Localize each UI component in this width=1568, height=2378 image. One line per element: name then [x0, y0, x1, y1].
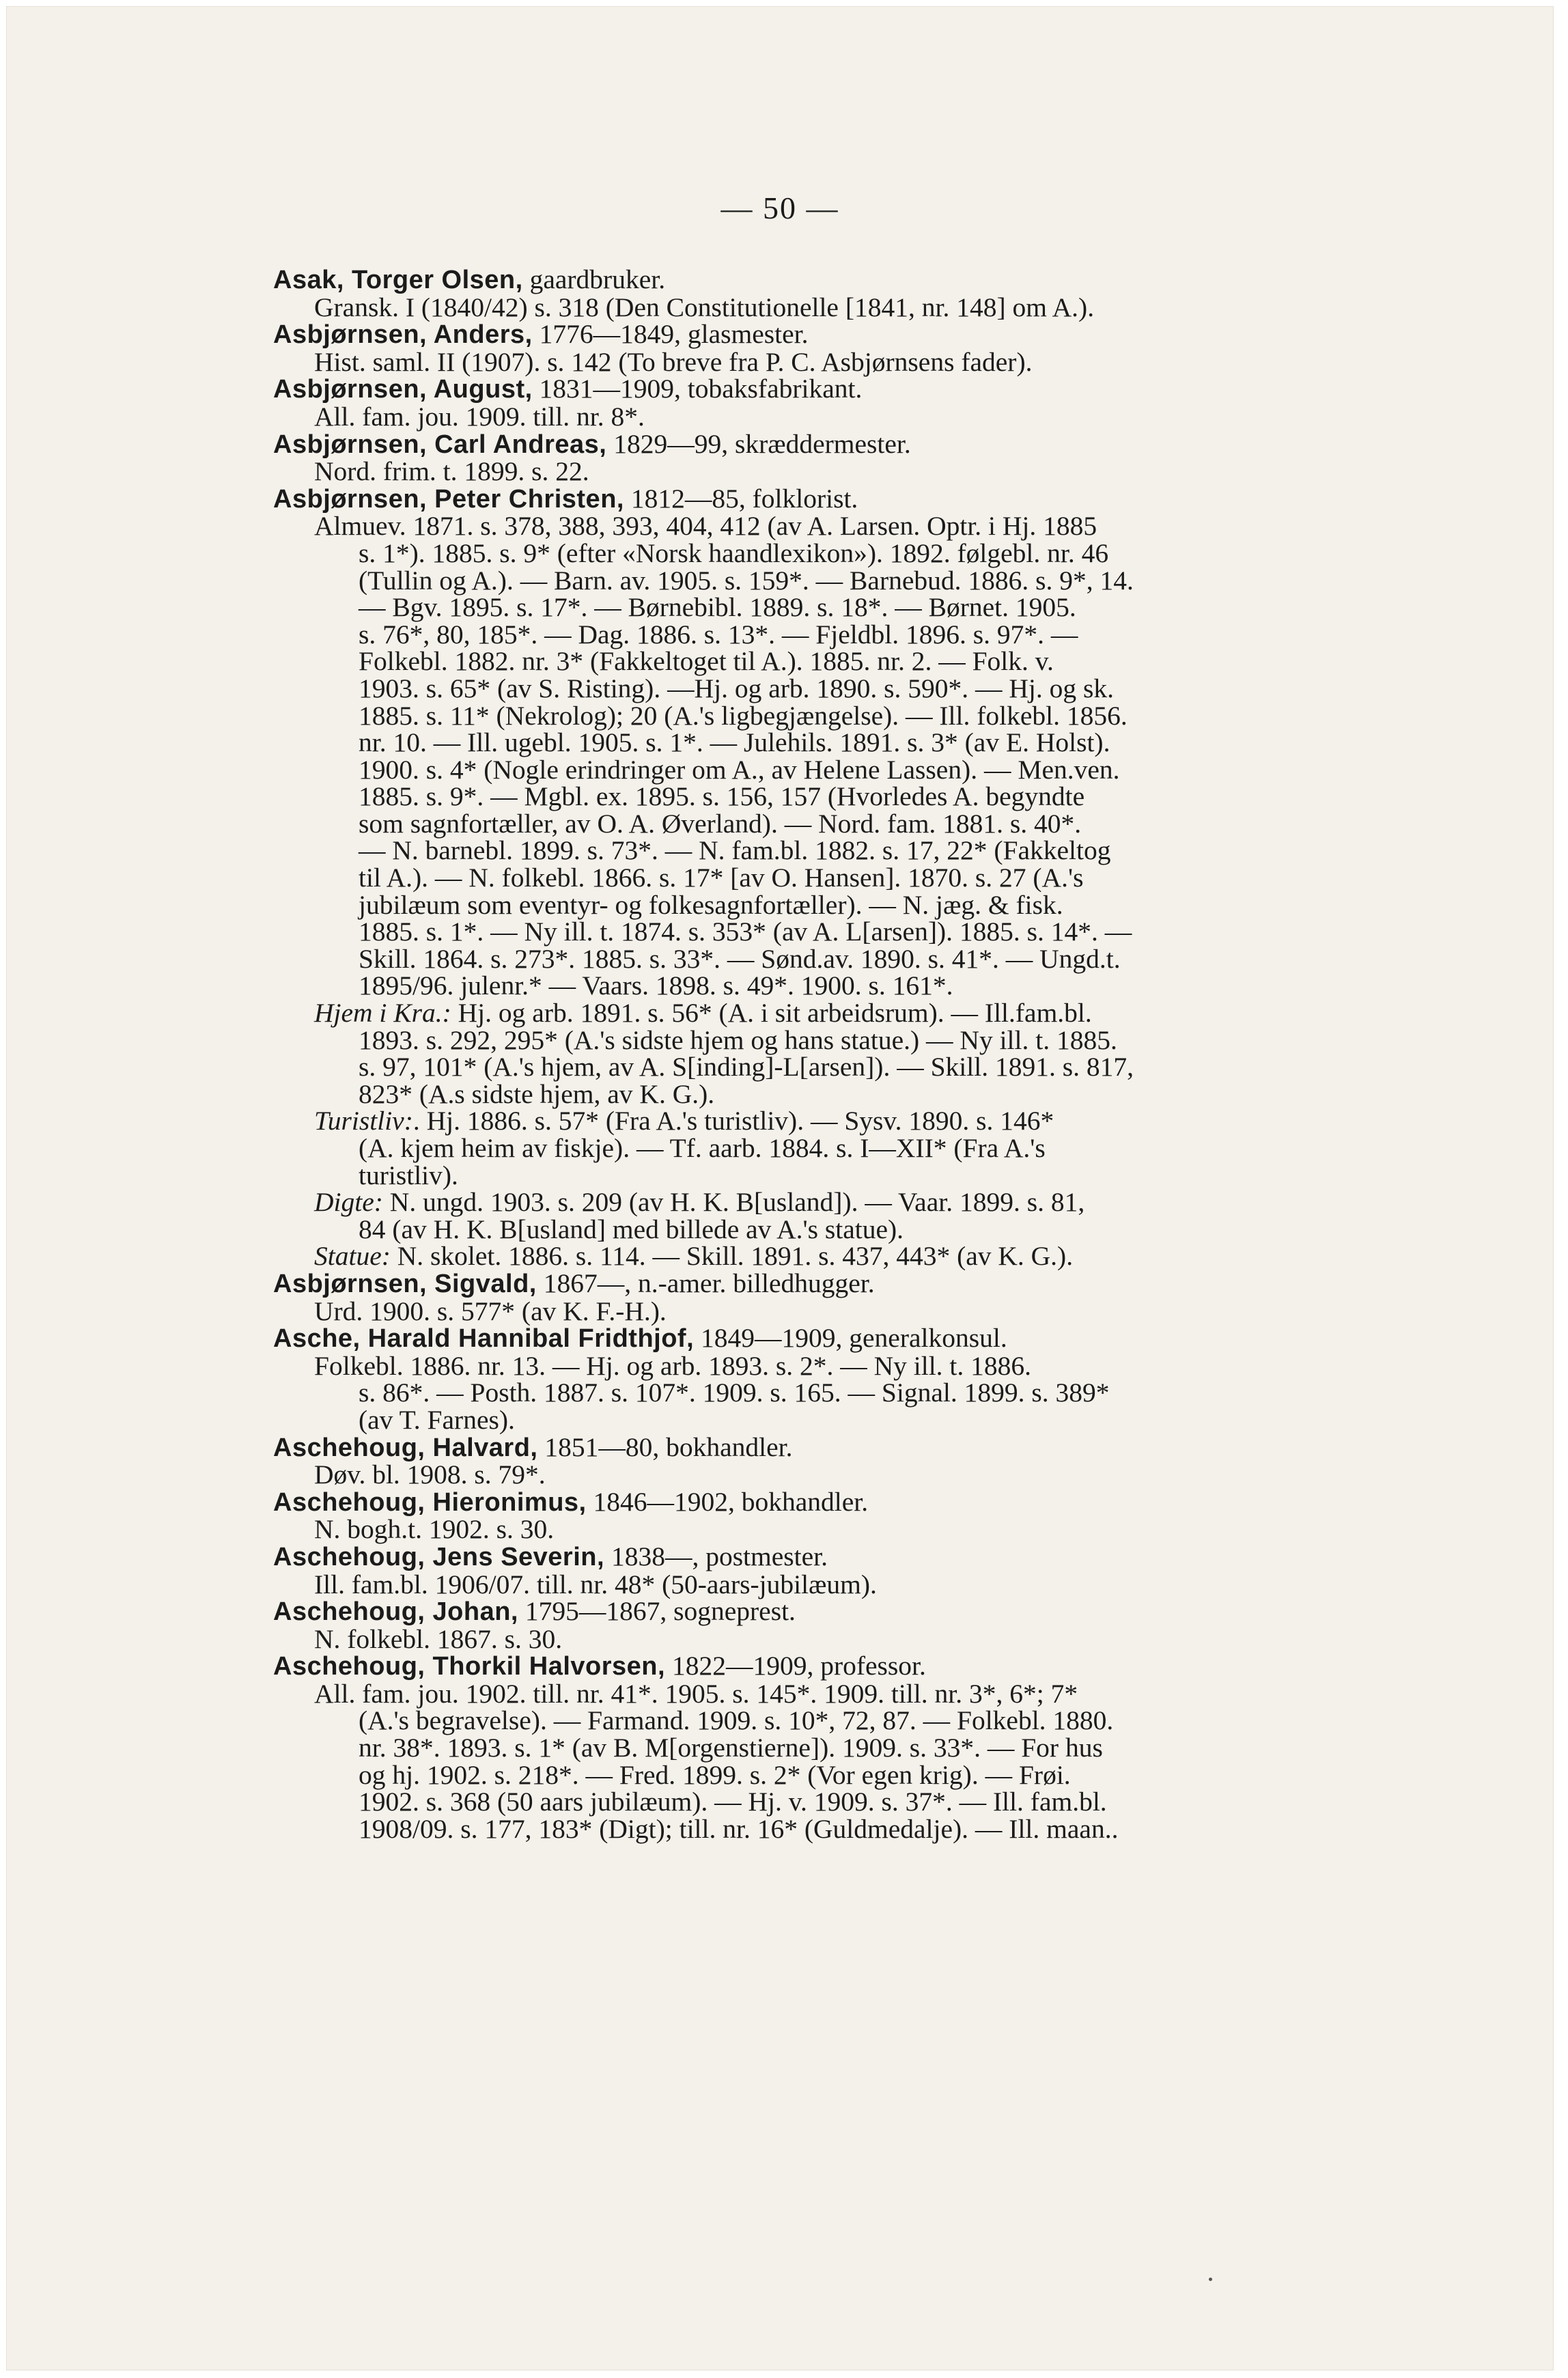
entry — [273, 1486, 1461, 1545]
entry-description: 1838—, postmester. — [604, 1541, 828, 1571]
entry — [273, 1653, 1461, 1843]
entry-description: 1822—1909, professor. — [665, 1651, 926, 1681]
entry-description: 1829—99, skræddermester. — [606, 428, 911, 459]
entry-name: Aschehoug, Thorkil Halvorsen, — [273, 1652, 666, 1681]
entry-reference-line: 84 (av H. K. B[usland] med billede av A.'s statue). — [359, 1214, 904, 1244]
document-page — [7, 7, 1553, 2370]
entry-reference-line: (A.'s begravelse). — Farmand. 1909. s. 10*, 72, 87. — Folkebl. 1880. — [359, 1705, 1114, 1736]
entry-reference-line: — N. barnebl. 1899. s. 73*. — N. fam.bl. 1882. s. 17, 22* (Fakkeltog — [359, 835, 1111, 866]
entry-reference-line: s. 86*. — Posth. 1887. s. 107*. 1909. s. 165. — Signal. 1899. s. 389* — [359, 1377, 1110, 1408]
entry — [273, 428, 1461, 487]
entry-reference-line: s. 76*, 80, 185*. — Dag. 1886. s. 13*. — Fjeldbl. 1896. s. 97*. — — [359, 619, 1078, 649]
entry-reference-line: 1885. s. 9*. — Mgbl. ex. 1895. s. 156, 157 (Hvorledes A. begyndte — [359, 781, 1085, 812]
entry-reference-line: (av T. Farnes). — [359, 1404, 515, 1435]
entry — [273, 1543, 1461, 1598]
entry — [273, 376, 1461, 430]
entry-reference-line: Ill. fam.bl. 1906/07. till. nr. 48* (50-aars-jubilæum). — [314, 1569, 877, 1599]
entry-name: Aschehoug, Halvard, — [273, 1433, 538, 1462]
entry-reference-line: Urd. 1900. s. 577* (av K. F.-H.). — [314, 1296, 667, 1326]
entry-reference-line: 1885. s. 1*. — Ny ill. t. 1874. s. 353* (av A. L[arsen]). 1885. s. 14*. — — [359, 917, 1132, 947]
entry-reference-line: som sagnfortæller, av O. A. Øverland). — Nord. fam. 1881. s. 40*. — [359, 808, 1082, 839]
entry-description: 1849—1909, generalkonsul. — [694, 1323, 1007, 1354]
entry-description: gaardbruker. — [522, 264, 666, 294]
entry-reference-line: N. folkebl. 1867. s. 30. — [314, 1623, 563, 1654]
entry-reference-line: All. fam. jou. 1902. till. nr. 41*. 1905. s. 145*. 1909. till. nr. 3*, 6*; 7* — [314, 1678, 1078, 1709]
subsection-first-line: Digte: N. ungd. 1903. s. 209 (av H. K. B[usland]). — Vaar. 1899. s. 81, — [314, 1187, 1085, 1218]
entry-reference-line: 1885. s. 11* (Nekrolog); 20 (A.'s ligbegjængelse). — Ill. folkebl. 1856. — [359, 700, 1128, 731]
subsection-first-line: Turistliv:. Hj. 1886. s. 57* (Fra A.'s turistliv). — Sysv. 1890. s. 146* — [314, 1106, 1054, 1136]
entry-name: Asbjørnsen, Anders, — [273, 320, 533, 350]
entry-reference-line: Folkebl. 1886. nr. 13. — Hj. og arb. 1893. s. 2*. — Ny ill. t. 1886. — [314, 1350, 1032, 1381]
entry-name: Asbjørnsen, Carl Andreas, — [273, 430, 607, 459]
entry-name: Aschehoug, Hieronimus, — [273, 1487, 587, 1517]
entry-reference-line: Gransk. I (1840/42) s. 318 (Den Constitutionelle [1841, nr. 148] om A.). — [314, 292, 1095, 322]
entry-description: 1867—, n.-amer. billedhugger. — [536, 1268, 875, 1298]
entry-description: 1846—1902, bokhandler. — [586, 1486, 869, 1517]
entry-reference-line: (Tullin og A.). — Barn. av. 1905. s. 159*. — Barnebud. 1886. s. 9*, 14. — [359, 565, 1134, 596]
entry-reference-line: Hist. saml. II (1907). s. 142 (To breve fra P. C. Asbjørnsens fader). — [314, 346, 1033, 377]
subsection-label: Hjem i Kra.: — [314, 998, 451, 1029]
entry-reference-line: nr. 10. — Ill. ugebl. 1905. s. 1*. — Julehils. 1891. s. 3* (av E. Holst). — [359, 727, 1110, 758]
entry-reference-line: Døv. bl. 1908. s. 79*. — [314, 1459, 546, 1490]
entry-reference-line: s. 1*). 1885. s. 9* (efter «Norsk haandlexikon»). 1892. følgebl. nr. 46 — [359, 537, 1109, 568]
subsection-label: Statue: — [314, 1241, 391, 1272]
entry-reference-line: turistliv). — [359, 1160, 458, 1190]
entry-name: Asbjørnsen, August, — [273, 375, 533, 404]
entry — [273, 1270, 1461, 1325]
entry — [273, 483, 1461, 1272]
entry-reference-line: Almuev. 1871. s. 378, 388, 393, 404, 412 (av A. Larsen. Optr. i Hj. 1885 — [314, 511, 1097, 542]
subsection-label: Turistliv: — [314, 1106, 413, 1136]
entry-reference-line: 1893. s. 292, 295* (A.'s sidste hjem og hans statue.) — Ny ill. t. 1885. — [359, 1024, 1117, 1055]
entry-reference-line: Nord. frim. t. 1899. s. 22. — [314, 456, 589, 487]
entry — [273, 266, 1461, 321]
entry-reference-line: (A. kjem heim av fiskje). — Tf. aarb. 1884. s. I—XII* (Fra A.'s — [359, 1133, 1046, 1163]
entry-reference-line: Skill. 1864. s. 273*. 1885. s. 33*. — Sønd.av. 1890. s. 41*. — Ungd.t. — [359, 943, 1121, 974]
entry-name: Aschehoug, Johan, — [273, 1597, 518, 1627]
entry-reference-line: N. bogh.t. 1902. s. 30. — [314, 1514, 555, 1545]
page-number: — 50 — — [720, 191, 839, 225]
entry-reference-line: Folkebl. 1882. nr. 3* (Fakkeltoget til A.). 1885. nr. 2. — Folk. v. — [359, 646, 1054, 677]
entry-name: Aschehoug, Jens Severin, — [273, 1542, 605, 1571]
entry-reference-line: og hj. 1902. s. 218*. — Fred. 1899. s. 2* (Vor egen krig). — Frøi. — [359, 1759, 1071, 1790]
entries-column — [273, 266, 1461, 1843]
entry-reference-line: nr. 38*. 1893. s. 1* (av B. M[orgenstierne]). 1909. s. 33*. — For hus — [359, 1733, 1103, 1763]
entry-reference-line: 1902. s. 368 (50 aars jubilæum). — Hj. v. 1909. s. 37*. — Ill. fam.bl. — [359, 1787, 1107, 1817]
entry-reference-line: jubilæum som eventyr- og folkesagnfortæller). — N. jæg. & fisk. — [359, 889, 1063, 920]
entry-reference-line: All. fam. jou. 1909. till. nr. 8*. — [314, 401, 645, 432]
entry-name: Asbjørnsen, Peter Christen, — [273, 484, 624, 514]
entry-name: Asak, Torger Olsen, — [273, 266, 523, 294]
subsection-first-line: Hjem i Kra.: Hj. og arb. 1891. s. 56* (A. i sit arbeidsrum). — Ill.fam.bl. — [314, 998, 1092, 1029]
entry-description: 1812—85, folklorist. — [624, 483, 858, 514]
entry-name: Asbjørnsen, Sigvald, — [273, 1269, 537, 1298]
entry-reference-line: 823* (A.s sidste hjem, av K. G.). — [359, 1078, 715, 1109]
entry-reference-line: 1900. s. 4* (Nogle erindringer om A., av Helene Lassen). — Men.ven. — [359, 754, 1120, 785]
entry — [273, 1431, 1461, 1490]
subsection-label: Digte: — [314, 1187, 383, 1218]
entry — [273, 1598, 1461, 1653]
entry-reference-line: s. 97, 101* (A.'s hjem, av A. S[inding]-L[arsen]). — Skill. 1891. s. 817, — [359, 1052, 1134, 1082]
entry-reference-line: 1903. s. 65* (av S. Risting). —Hj. og arb. 1890. s. 590*. — Hj. og sk. — [359, 673, 1114, 703]
entry-name: Asche, Harald Hannibal Fridthjof, — [273, 1324, 695, 1354]
print-speck — [1209, 2278, 1212, 2281]
entry — [273, 321, 1461, 376]
entry-description: 1776—1849, glasmester. — [532, 319, 809, 350]
entry-reference-line: til A.). — N. folkebl. 1866. s. 17* [av O. Hansen]. 1870. s. 27 (A.'s — [359, 863, 1084, 893]
entry-description: 1831—1909, tobaksfabrikant. — [532, 374, 863, 404]
entry-description: 1795—1867, sogneprest. — [518, 1596, 796, 1627]
entry — [273, 1325, 1461, 1433]
entry-reference-line: 1895/96. julenr.* — Vaars. 1898. s. 49*. 1900. s. 161*. — [359, 970, 953, 1001]
subsection-first-line: Statue: N. skolet. 1886. s. 114. — Skill. 1891. s. 437, 443* (av K. G.). — [314, 1241, 1074, 1272]
entry-description: 1851—80, bokhandler. — [537, 1431, 793, 1462]
entry-reference-line: 1908/09. s. 177, 183* (Digt); till. nr. 16* (Guldmedalje). — Ill. maan.. — [359, 1813, 1119, 1844]
entry-reference-line: — Bgv. 1895. s. 17*. — Børnebibl. 1889. s. 18*. — Børnet. 1905. — [359, 592, 1076, 623]
